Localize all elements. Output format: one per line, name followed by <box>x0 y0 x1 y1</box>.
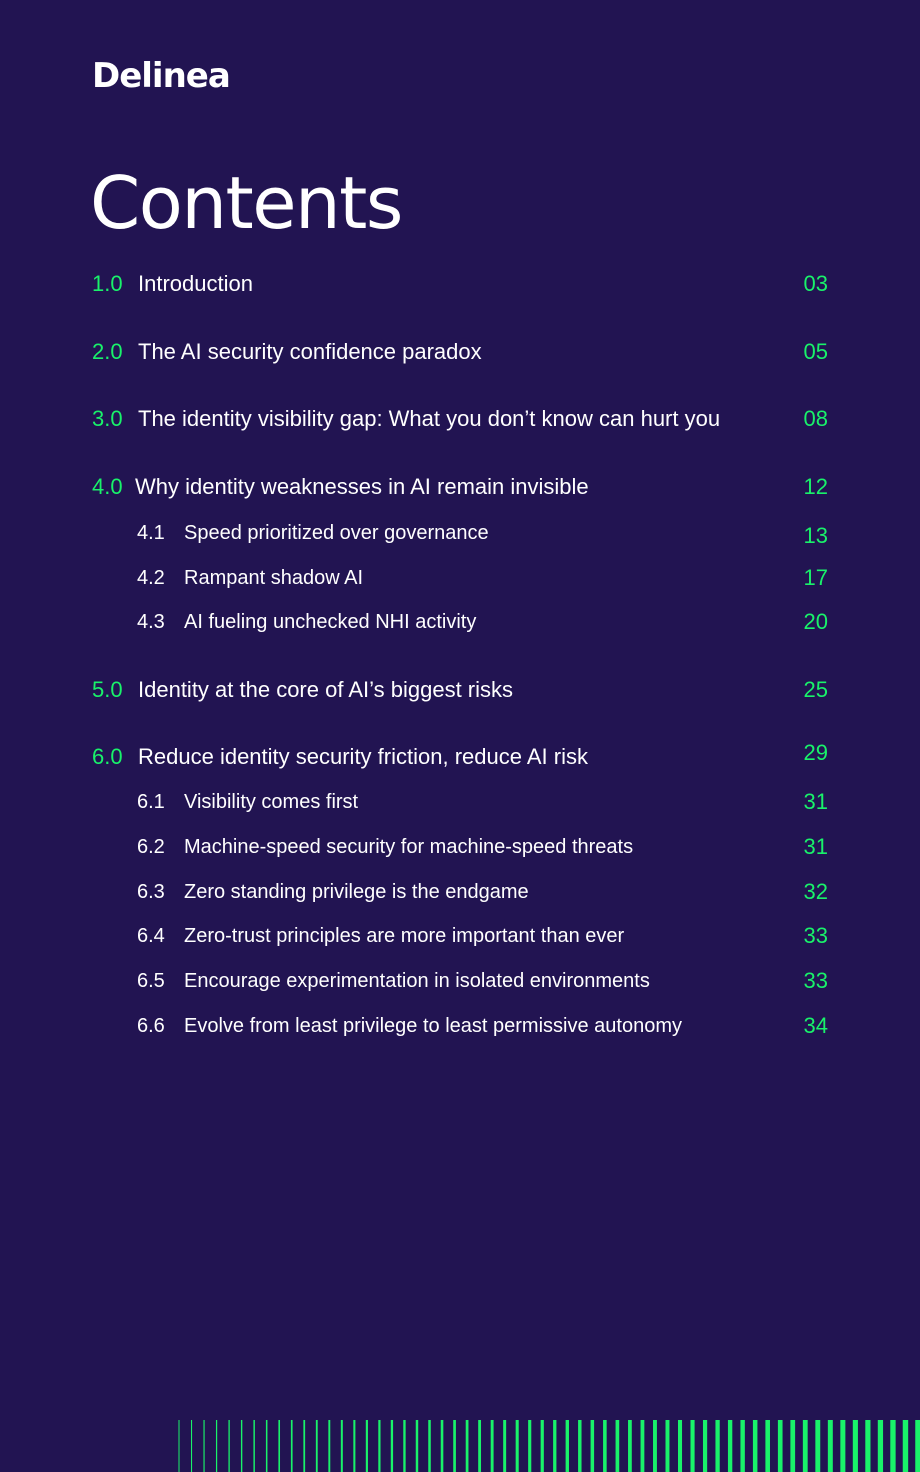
barcode-stripe <box>553 1420 556 1472</box>
toc-entry-3-0[interactable] <box>0 399 920 439</box>
toc-page-number: 08 <box>803 406 828 431</box>
barcode-stripe <box>228 1420 229 1472</box>
barcode-stripe <box>416 1420 418 1472</box>
toc-section-number: 3.0 <box>92 406 123 431</box>
toc-subsection-number: 6.1 <box>137 791 165 813</box>
barcode-stripe <box>641 1420 645 1472</box>
toc-section-title: The AI security confidence paradox <box>138 339 482 364</box>
toc-subsection-title: Zero-trust principles are more important than ever <box>184 925 625 947</box>
toc-subsection-title: Zero standing privilege is the endgame <box>184 881 529 903</box>
barcode-stripe <box>353 1420 355 1472</box>
toc-section-title: Why identity weaknesses in AI remain invisible <box>135 474 589 499</box>
toc-page-number: 05 <box>803 339 828 364</box>
toc-subsection-number: 4.3 <box>137 611 165 633</box>
toc-section-title: The identity visibility gap: What you don’t know can hurt you <box>138 406 721 431</box>
barcode-stripe <box>591 1420 595 1472</box>
page-title: Contents <box>90 161 402 245</box>
toc-section-title: Reduce identity security friction, reduce AI risk <box>138 744 588 769</box>
barcode-stripe <box>616 1420 620 1472</box>
barcode-stripe <box>603 1420 607 1472</box>
toc-page-number: 33 <box>803 968 828 993</box>
decorative-barcode-stripes <box>0 1420 920 1472</box>
toc-subsection-title: Evolve from least privilege to least permissive autonomy <box>184 1015 682 1037</box>
barcode-stripe <box>216 1420 217 1472</box>
toc-page-number: 31 <box>803 789 828 814</box>
barcode-stripe <box>266 1420 268 1472</box>
barcode-stripe <box>403 1420 405 1472</box>
toc-page-number: 25 <box>803 677 828 702</box>
barcode-stripe <box>441 1420 444 1472</box>
toc-subsection-number: 4.2 <box>137 567 165 589</box>
barcode-stripe <box>278 1420 280 1472</box>
toc-subsection-title: AI fueling unchecked NHI activity <box>184 611 477 633</box>
toc-subsection-number: 6.4 <box>137 925 165 947</box>
barcode-stripe <box>478 1420 481 1472</box>
barcode-stripe <box>903 1420 908 1472</box>
barcode-stripe <box>391 1420 393 1472</box>
toc-entry-6-1[interactable] <box>0 782 920 822</box>
toc-entry-4-3[interactable] <box>0 602 920 642</box>
toc-entry-6-5[interactable] <box>0 961 920 1001</box>
barcode-stripe <box>666 1420 670 1472</box>
toc-section-number: 1.0 <box>92 271 123 296</box>
toc-subsection-title: Machine-speed security for machine-speed threats <box>184 836 634 858</box>
toc-page-number: 31 <box>803 834 828 859</box>
toc-section-number: 4.0 <box>92 474 123 499</box>
barcode-stripe <box>203 1420 204 1472</box>
barcode-stripe <box>503 1420 506 1472</box>
toc-page-number: 17 <box>803 565 828 590</box>
barcode-stripe <box>828 1420 833 1472</box>
barcode-stripe <box>628 1420 632 1472</box>
barcode-stripe <box>253 1420 254 1472</box>
barcode-stripe <box>853 1420 858 1472</box>
barcode-stripe <box>915 1420 920 1472</box>
toc-entry-6-6[interactable] <box>0 1006 920 1046</box>
barcode-stripe <box>778 1420 783 1472</box>
toc-entry-6-3[interactable] <box>0 872 920 912</box>
barcode-stripe <box>516 1420 519 1472</box>
barcode-stripe <box>428 1420 431 1472</box>
barcode-stripe <box>241 1420 242 1472</box>
barcode-stripe <box>303 1420 305 1472</box>
barcode-stripe <box>740 1420 744 1472</box>
toc-entry-6-0[interactable] <box>0 737 920 777</box>
toc-page-number: 13 <box>803 523 828 548</box>
toc-page-number: 12 <box>803 474 828 499</box>
toc-entry-5-0[interactable] <box>0 670 920 710</box>
toc-subsection-number: 6.2 <box>137 836 165 858</box>
barcode-stripe <box>341 1420 343 1472</box>
barcode-stripe <box>690 1420 694 1472</box>
barcode-stripe <box>790 1420 795 1472</box>
barcode-stripe <box>528 1420 531 1472</box>
barcode-stripe <box>366 1420 368 1472</box>
toc-entry-4-0[interactable] <box>0 467 920 507</box>
toc-entry-6-4[interactable] <box>0 916 920 956</box>
barcode-stripe <box>179 1420 180 1472</box>
barcode-stripe <box>466 1420 469 1472</box>
toc-entry-4-1[interactable] <box>0 513 920 553</box>
barcode-stripe <box>378 1420 380 1472</box>
toc-subsection-number: 6.5 <box>137 970 165 992</box>
barcode-stripe <box>453 1420 456 1472</box>
toc-subsection-title: Encourage experimentation in isolated environments <box>184 970 650 992</box>
toc-page-number: 20 <box>803 609 828 634</box>
barcode-stripe <box>765 1420 770 1472</box>
toc-page-number: 32 <box>803 879 828 904</box>
toc-subsection-number: 6.3 <box>137 881 165 903</box>
barcode-stripe <box>840 1420 845 1472</box>
barcode-stripe <box>566 1420 569 1472</box>
toc-subsection-title: Rampant shadow AI <box>184 567 363 589</box>
barcode-stripe <box>865 1420 870 1472</box>
toc-page-number: 33 <box>803 923 828 948</box>
toc-entry-4-2[interactable] <box>0 558 920 598</box>
barcode-stripe <box>878 1420 883 1472</box>
toc-section-title: Introduction <box>138 271 253 296</box>
toc-page-number: 03 <box>803 271 828 296</box>
barcode-stripe <box>715 1420 719 1472</box>
barcode-stripe <box>316 1420 318 1472</box>
barcode-stripe <box>578 1420 581 1472</box>
barcode-stripe <box>328 1420 330 1472</box>
toc-entry-2-0[interactable] <box>0 332 920 372</box>
toc-subsection-number: 6.6 <box>137 1015 165 1037</box>
toc-entry-1-0[interactable] <box>0 264 920 304</box>
toc-subsection-title: Speed prioritized over governance <box>184 522 489 544</box>
barcode-stripe <box>653 1420 657 1472</box>
barcode-stripe <box>803 1420 808 1472</box>
barcode-stripe <box>703 1420 707 1472</box>
toc-section-title: Identity at the core of AI’s biggest risks <box>138 677 514 702</box>
delinea-logo: Delinea <box>92 56 230 96</box>
barcode-stripe <box>541 1420 544 1472</box>
toc-page-number: 34 <box>803 1013 828 1038</box>
toc-entry-6-2[interactable] <box>0 827 920 867</box>
barcode-stripe <box>291 1420 293 1472</box>
toc-subsection-title: Visibility comes first <box>184 791 359 813</box>
barcode-stripe <box>753 1420 758 1472</box>
toc-subsection-number: 4.1 <box>137 522 165 544</box>
toc-section-number: 6.0 <box>92 744 123 769</box>
barcode-stripe <box>728 1420 732 1472</box>
barcode-stripe <box>890 1420 895 1472</box>
toc-section-number: 5.0 <box>92 677 123 702</box>
barcode-stripe <box>191 1420 192 1472</box>
toc-section-number: 2.0 <box>92 339 123 364</box>
toc-page-number: 29 <box>803 740 828 765</box>
barcode-stripe <box>491 1420 494 1472</box>
barcode-stripe <box>678 1420 682 1472</box>
barcode-stripe <box>815 1420 820 1472</box>
